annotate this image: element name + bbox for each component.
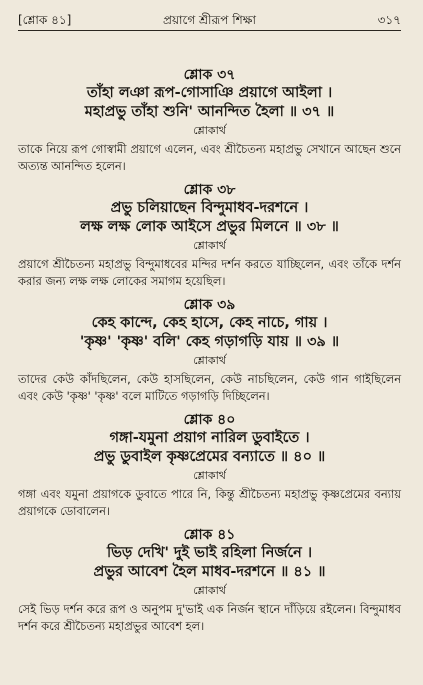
page-header — [18, 0, 401, 30]
verse-line: লক্ষ লক্ষ লোক আইসে প্রভুর মিলনে ॥ ৩৮ ॥ — [80, 219, 339, 235]
verse-number: শ্লোক ৪১ — [183, 527, 236, 543]
verse-line: কেহ কান্দে, কেহ হাসে, কেহ নাচে, গায় । — [91, 315, 328, 331]
translation-text: তাদের কেউ কাঁদছিলেন, কেউ হাসছিলেন, কেউ নাচছিলেন, কেউ গান গাইছিলেন এবং কেউ 'কৃষ্ণ' 'কৃষ্ণ' বলে মাটিতে গড়াগড়ি দিচ্ছিলেন। — [18, 372, 401, 403]
translation-text: তাকে নিয়ে রূপ গোস্বামী প্রয়াগে এলেন, এবং শ্রীচৈতন্য মহাপ্রভু সেখানে আছেন শুনে অত্যন্ত আনন্দিত হলেন। — [18, 142, 401, 173]
verse-line: প্রভু চলিয়াছেন বিন্দুমাধব-দরশনে । — [110, 200, 309, 216]
verse-number: শ্লোক ৪০ — [183, 412, 236, 428]
translation-heading: শ্লোকার্থ — [193, 124, 226, 137]
translation-text: গঙ্গা এবং যমুনা প্রয়াগকে ডুবাতে পারে নি, কিন্তু শ্রীচৈতন্য মহাপ্রভু কৃষ্ণপ্রেমের বন্যায় প্রয়াগকে ডোবালেন। — [18, 487, 401, 518]
verse-line: প্রভু ডুবাইল কৃষ্ণপ্রেমের বন্যাতে ॥ ৪০ ॥ — [93, 449, 326, 465]
verse-line: তাঁহা লঞা রূপ-গোসাঞি প্রয়াগে আইলা । — [86, 85, 333, 101]
translation-heading: শ্লোকার্থ — [193, 239, 226, 252]
header-chapter-title: প্রয়াগে শ্রীরূপ শিক্ষা — [163, 13, 256, 27]
verse-number: শ্লোক ৩৮ — [183, 182, 236, 198]
verse-block-39 — [18, 296, 401, 405]
verse-block-38 — [18, 181, 401, 290]
translation-heading: শ্লোকার্থ — [193, 584, 226, 597]
verse-number: শ্লোক ৩৯ — [183, 297, 236, 313]
header-verse-range: [শ্লোক ৪১] — [18, 13, 72, 27]
translation-text: প্রয়াগে শ্রীচৈতন্য মহাপ্রভু বিন্দুমাধবের মন্দির দর্শন করতে যাচ্ছিলেন, এবং তাঁকে দর্শন করার জন্য লক্ষ লক্ষ লোকের সমাগম হয়েছিল। — [18, 257, 401, 288]
verse-line: ভিড় দেখি' দুই ভাই রহিলা নির্জনে । — [106, 545, 313, 561]
verse-line: প্রভুর আবেশ হৈল মাধব-দরশনে ॥ ৪১ ॥ — [93, 564, 326, 580]
verse-block-37 — [18, 66, 401, 175]
verse-block-41 — [18, 526, 401, 635]
verse-line: মহাপ্রভু তাঁহা শুনি' আনন্দিত হৈলা ॥ ৩৭ ॥ — [84, 104, 335, 120]
page-content — [18, 30, 401, 635]
verse-number: শ্লোক ৩৭ — [183, 67, 236, 83]
verse-line: 'কৃষ্ণ' 'কৃষ্ণ' বলি' কেহ গড়াগড়ি যায় ॥ ৩৯ ॥ — [79, 334, 340, 350]
verse-line: গঙ্গা-যমুনা প্রয়াগ নারিল ডুবাইতে । — [109, 430, 310, 446]
header-page-number: ৩১৭ — [377, 13, 401, 27]
translation-heading: শ্লোকার্থ — [193, 469, 226, 482]
translation-heading: শ্লোকার্থ — [193, 354, 226, 367]
translation-text: সেই ভিড় দর্শন করে রূপ ও অনুপম দু'ভাই এক নির্জন স্থানে দাঁড়িয়ে রইলেন। বিন্দুমাধব দর্শন করে শ্রীচৈতন্য মহাপ্রভুর আবেশ হল। — [18, 602, 401, 633]
verse-block-40 — [18, 411, 401, 520]
